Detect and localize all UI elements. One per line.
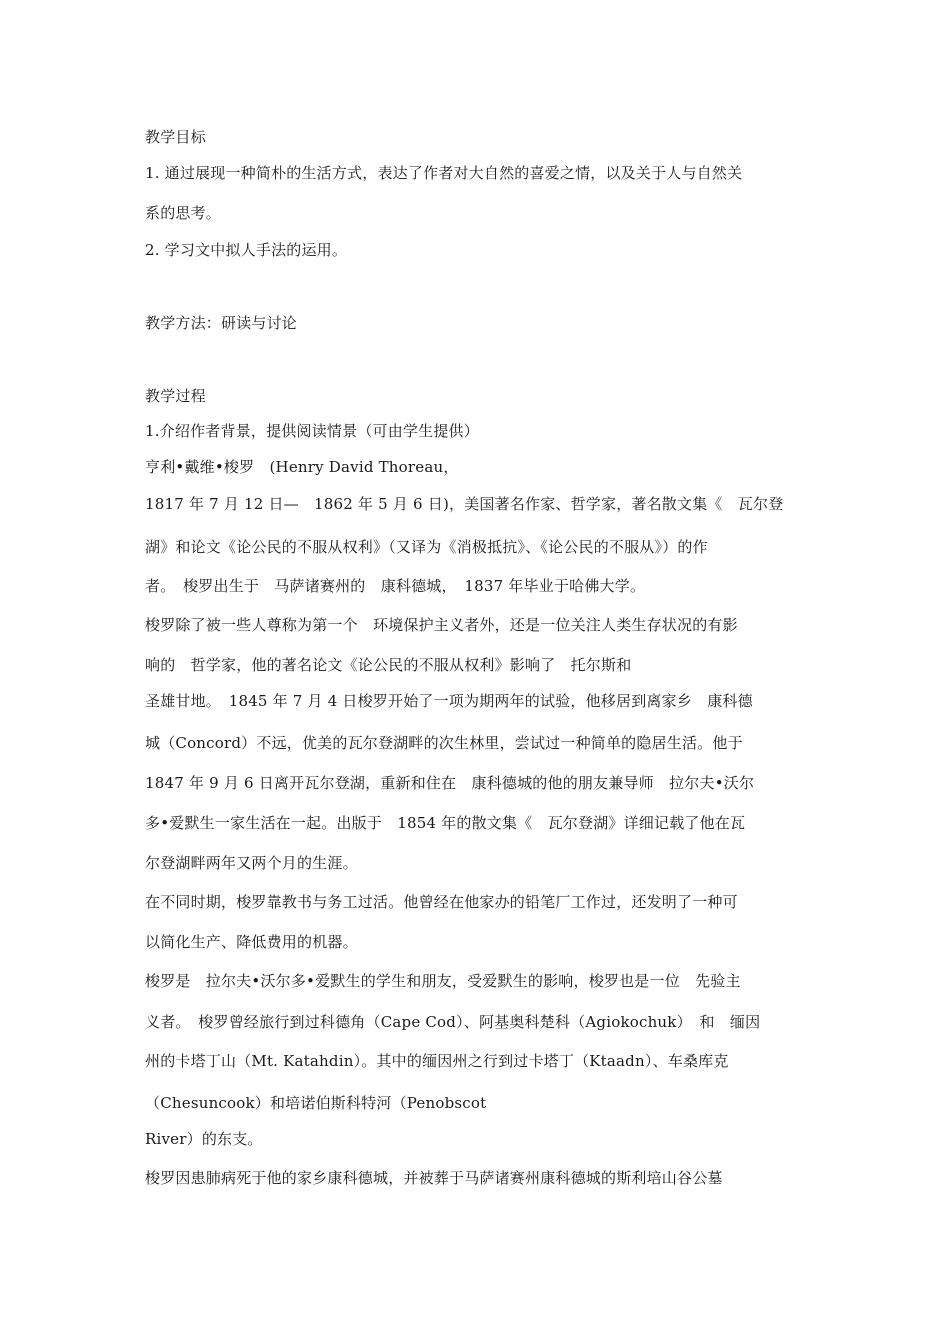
bio-line-3: 者。 梭罗出生于 马萨诸赛州的 康科德城， 1837 年毕业于哈佛大学。 — [145, 577, 646, 595]
para-2-line-2: 响的 哲学家，他的著名论文《论公民的不服从权利》影响了 托尔斯和 — [145, 656, 632, 674]
bio-line-1: 1817 年 7 月 12 日— 1862 年 5 月 6 日)，美国著名作家、哲学家，著名散文集《 瓦尔登 — [145, 495, 784, 513]
para-4-line-1: 梭罗是 拉尔夫•沃尔多•爱默生的学生和朋友，受爱默生的影响，梭罗也是一位 先验主 — [145, 972, 741, 990]
para-4-line-5: River）的东支。 — [145, 1130, 263, 1148]
heading-teaching-process: 教学过程 — [145, 387, 206, 405]
goal-2: 2. 学习文中拟人手法的运用。 — [145, 241, 348, 259]
goal-1-line-2: 系的思考。 — [145, 204, 222, 222]
para-2-line-5: 1847 年 9 月 6 日离开瓦尔登湖，重新和住在 康科德城的他的朋友兼导师 拉尔夫•沃尔 — [145, 774, 755, 792]
para-5-line-1: 梭罗因患肺病死于他的家乡康科德城，并被葬于马萨诸赛州康科德城的斯利培山谷公墓 — [145, 1169, 723, 1187]
para-2-line-6: 多•爱默生一家生活在一起。出版于 1854 年的散文集《 瓦尔登湖》详细记载了他在瓦 — [145, 814, 746, 832]
para-4-line-3: 州的卡塔丁山（Mt. Katahdin）。其中的缅因州之行到过卡塔丁（Ktaadn）、车桑库克 — [145, 1052, 729, 1070]
heading-teaching-goals: 教学目标 — [145, 128, 206, 146]
teaching-method: 教学方法：研读与讨论 — [145, 314, 298, 332]
para-2-line-3: 圣雄甘地。 1845 年 7 月 4 日梭罗开始了一项为期两年的试验，他移居到离家乡 康科德 — [145, 692, 753, 710]
author-name: 亨利•戴维•梭罗 (Henry David Thoreau， — [145, 458, 459, 476]
para-2-line-4: 城（Concord）不远，优美的瓦尔登湖畔的次生林里，尝试过一种简单的隐居生活。他于 — [145, 734, 743, 752]
para-3-line-2: 以简化生产、降低费用的机器。 — [145, 933, 358, 951]
goal-1-line-1: 1. 通过展现一种简朴的生活方式，表达了作者对大自然的喜爱之情，以及关于人与自然关 — [145, 164, 743, 182]
para-4-line-2: 义者。 梭罗曾经旅行到过科德角（Cape Cod）、阿基奥科楚科（Agiokochuk） 和 缅因 — [145, 1013, 761, 1031]
bio-line-2: 湖》和论文《论公民的不服从权利》（又译为《消极抵抗》、《论公民的不服从》）的作 — [145, 538, 708, 556]
step-1-title: 1.介绍作者背景，提供阅读情景（可由学生提供） — [145, 422, 479, 440]
para-2-line-7: 尔登湖畔两年又两个月的生涯。 — [145, 854, 358, 872]
para-4-line-4: （Chesuncook）和培诺伯斯科特河（Penobscot — [145, 1094, 487, 1112]
para-2-line-1: 梭罗除了被一些人尊称为第一个 环境保护主义者外，还是一位关注人类生存状况的有影 — [145, 616, 738, 634]
para-3-line-1: 在不同时期，梭罗靠教书与务工过活。他曾经在他家办的铅笔厂工作过，还发明了一种可 — [145, 893, 738, 911]
